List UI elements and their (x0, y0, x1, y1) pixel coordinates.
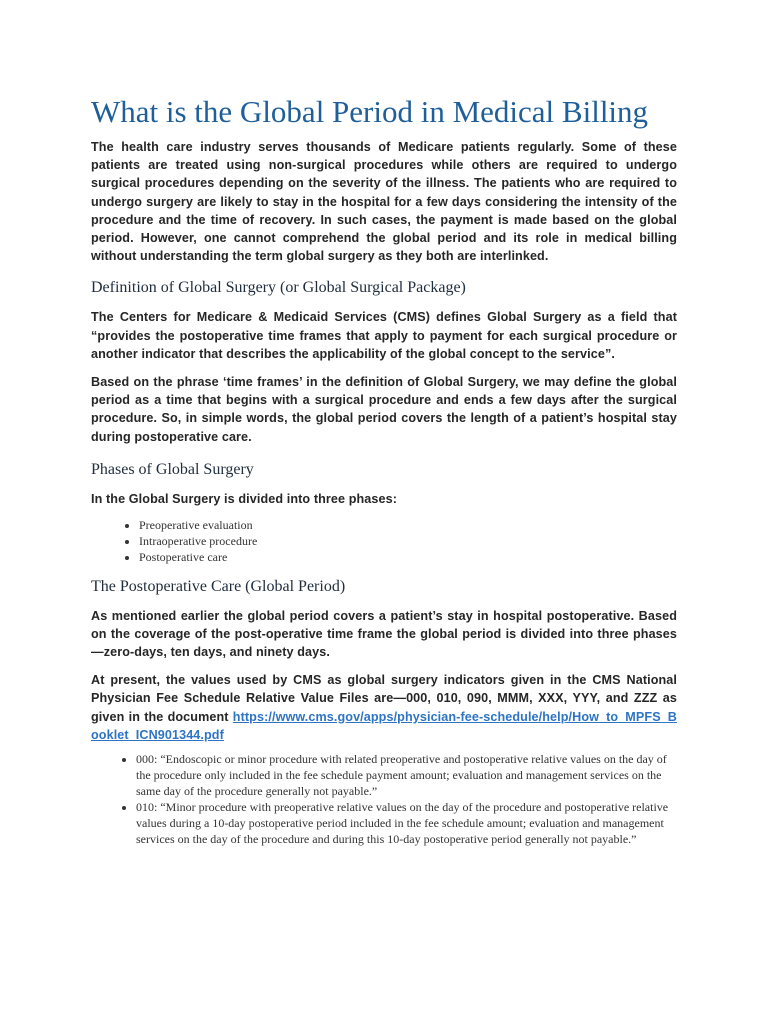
definition-paragraph-2: Based on the phrase ‘time frames’ in the definition of Global Surgery, we may define the global period as a time that begins with a surgical procedure and ends a few days after the surgical procedure. So, in simple words, the global period covers the length of a patient’s hospital stay during postoperative care. (91, 375, 677, 444)
postop-heading: The Postoperative Care (Global Period) (91, 577, 346, 595)
postop-paragraph-2-text: At present, the values used by CMS as global surgery indicators given in the CMS National Physician Fee Schedule Relative Value Files are—000, 010, 090, MMM, XXX, YYY, and ZZZ as given in the document (91, 673, 677, 724)
list-item: • Preoperative evaluation (139, 517, 677, 533)
phases-heading: Phases of Global Surgery (91, 460, 254, 478)
cms-booklet-link[interactable]: https://www.cms.gov/apps/physician-fee-schedule/help/How_to_MPFS_Booklet_ICN901344.pdf (91, 709, 677, 742)
intro-paragraph: The health care industry serves thousands of Medicare patients regularly. Some of these patients are treated using non-surgical procedures while others are required to undergo surgical procedures depending on the severity of the illness. The patients who are required to undergo surgery are likely to stay in the hospital for a few days considering the intensity of the procedure and the time of recovery. In such cases, the payment is made based on the global period. However, one cannot comprehend the global period and its role in medical billing without understanding the term global surgery as they both are interlinked. (91, 140, 677, 264)
phases-intro: In the Global Surgery is divided into three phases: (91, 491, 398, 506)
list-item: • 010: “Minor procedure with preoperative relative values on the day of the procedure and postoperative relative values during a 10-day postoperative period included in the fee schedule amount; evaluation and management services on the day of the procedure and during this 10-day postoperative period generally not payable.” (136, 800, 677, 848)
list-item: • Intraoperative procedure (139, 533, 677, 549)
postop-paragraph-1: As mentioned earlier the global period covers a patient’s stay in hospital postoperative. Based on the coverage of the post-operative time frame the global period is divided into three phases—zero-days, ten days, and ninety days. (91, 608, 677, 660)
page-title: What is the Global Period in Medical Billing (91, 94, 649, 129)
phases-list (91, 517, 677, 566)
postop-paragraph-2 (91, 671, 677, 744)
list-item: • Postoperative care (139, 549, 677, 565)
list-item: • 000: “Endoscopic or minor procedure with related preoperative and postoperative relative values on the day of the procedure only included in the fee schedule payment amount; evaluation and management services on the same day of the procedure generally not payable.” (136, 752, 677, 800)
indicator-list (91, 752, 677, 847)
definition-paragraph-1: The Centers for Medicare & Medicaid Services (CMS) defines Global Surgery as a field that “provides the postoperative time frames that apply to payment for each surgical procedure or another indicator that describes the applicability of the global concept to the service”. (91, 310, 677, 361)
definition-heading: Definition of Global Surgery (or Global Surgical Package) (91, 279, 466, 297)
